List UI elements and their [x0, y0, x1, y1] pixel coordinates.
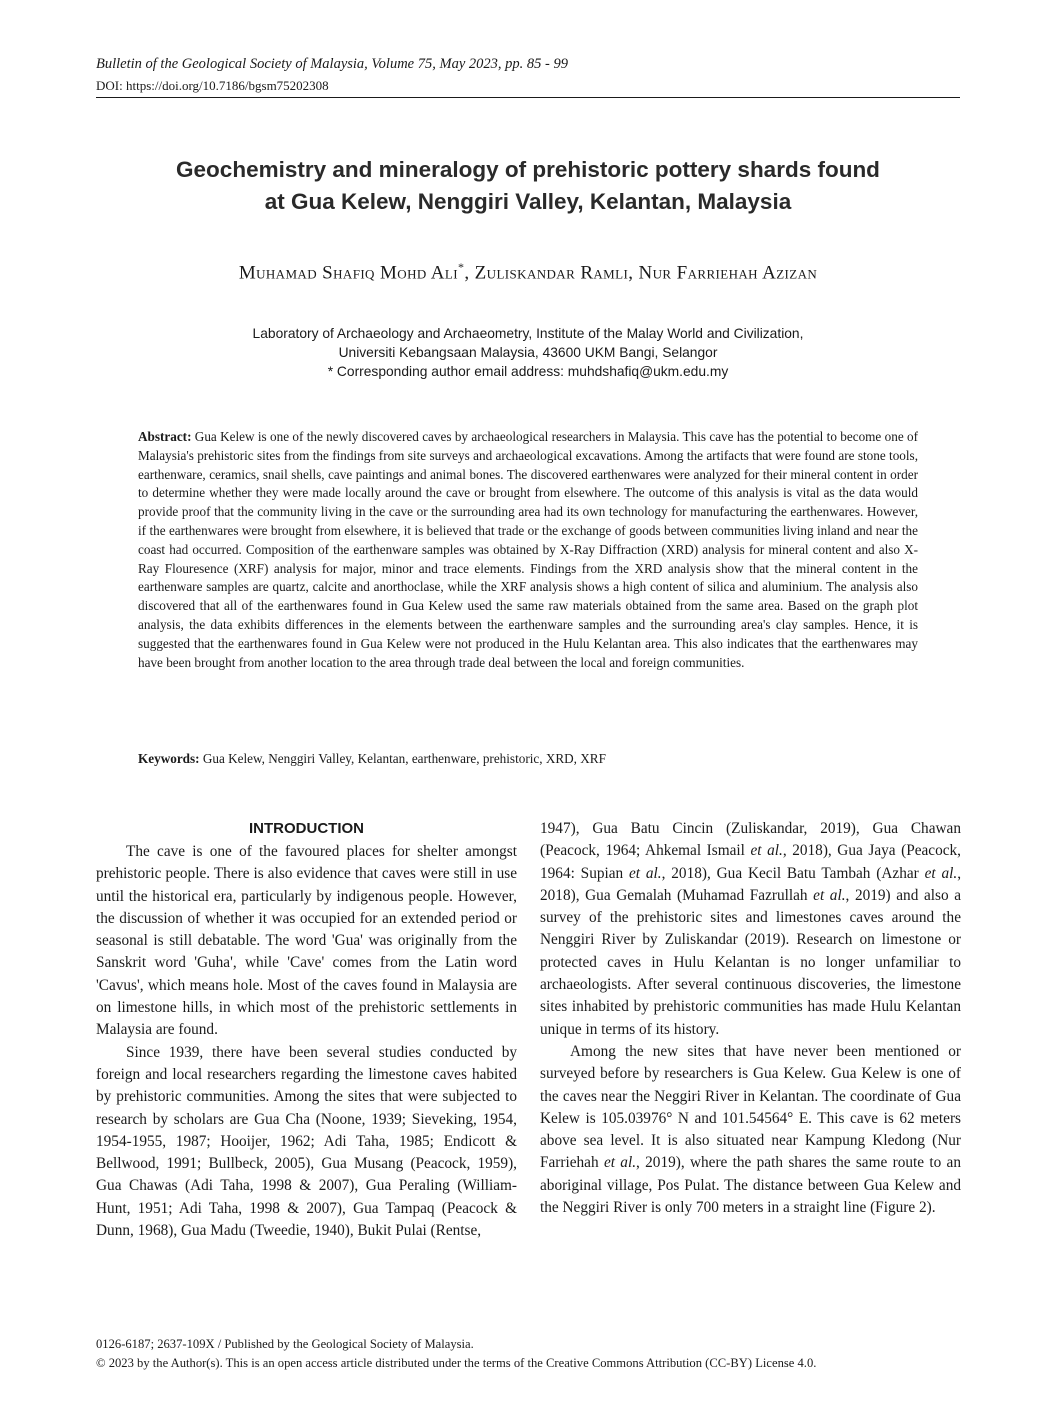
corresponding-email: * Corresponding author email address: muhdshafiq@ukm.edu.my — [327, 364, 729, 379]
affiliation-line-2: Universiti Kebangsaan Malaysia, 43600 UKM Bangi, Selangor — [338, 345, 718, 360]
license-line: © 2023 by the Author(s). This is an open access article distributed under the terms of the Creative Commons Attribution (CC-BY) License 4.0. — [96, 1356, 817, 1370]
author-first: Muhamad Shafiq Mohd Ali — [238, 262, 458, 284]
journal-citation: Bulletin of the Geological Society of Malaysia, Volume 75, May 2023, pp. 85 - 99 — [96, 56, 568, 72]
abstract-text: Gua Kelew is one of the newly discovered caves by archaeological researchers in Malaysia. This cave has the potential to become one of Malaysia's prehistoric sites from the findings from site surveys and archaeological excavations. Among the artifacts that were found are stone tools, earthenware, ceramics, snail shells, cave paintings and animal bones. The discovered earthenwares were analyzed for their mineral content in order to determine whether they were made locally around the cave or brought from elsewhere. The outcome of this analysis is vital as the data would provide proof that the community living in the cave or the surrounding area had its own technology for manufacturing the earthenwares. However, if the earthenwares were brought from elsewhere, it is believed that trade or the exchange of goods between communities living inland and near the coast had occurred. Composition of the earthenware samples was obtained by X-Ray Diffraction (XRD) analysis for mineral content and also X-Ray Flouresence (XRF) analysis for major, minor and trace elements. Findings from the XRD analysis show that the mineral content in the earthenware samples are quartz, calcite and anorthoclase, while the XRF analysis shows a high content of silica and aluminium. The analysis also discovered that all of the earthenwares found in Gua Kelew used the same raw materials obtained from the same area. Based on the graph plot analysis, the data exhibits differences in the elements between the earthenware samples and the surrounding area's clay samples. Hence, it is suggested that the earthenwares found in Gua Kelew were not produced in the Hulu Kelantan area. This also indicates that the earthenwares may have been brought from another location to the area through trade deal between the local and foreign communities. — [138, 429, 918, 670]
intro-paragraph-3: Among the new sites that have never been mentioned or surveyed before by researchers is Gua Kelew. Gua Kelew is one of the caves near the Neggiri River in Kelantan. The coordinate of Gua Kelew is 105.03976° N and 101.54564° E. This cave is 62 meters above sea level. It is also situated near Kampung Kledong (Nur Farriehah et al., 2019), where the path shares the same route to an aboriginal village, Pos Pulat. The distance between Gua Kelew and the Neggiri River is only 700 meters in a straight line (Figure 2). — [540, 1042, 961, 1217]
abstract — [138, 428, 918, 672]
author-list — [96, 260, 960, 284]
corresponding-mark: * — [457, 260, 465, 274]
intro-paragraph-1: The cave is one of the favoured places for shelter amongst prehistoric people. There is also evidence that caves were still in use until the historical era, particularly by indigenous people. However, the discussion of whether it was occupied for an extended period or seasonal is still debatable. The word 'Gua' was originally from the Sanskrit word 'Guha', while 'Cave' comes from the Latin word 'Cavus', which means hole. Most of the caves found in Malaysia are on limestone hills, in which most of the prehistoric settlements in Malaysia are found. — [96, 843, 517, 1039]
keywords — [138, 751, 918, 767]
paper-title — [96, 154, 960, 218]
left-column — [96, 818, 517, 1242]
doi-line[interactable]: DOI: https://doi.org/10.7186/bgsm75202308 — [96, 78, 329, 93]
keywords-text: Gua Kelew, Nenggiri Valley, Kelantan, earthenware, prehistoric, XRD, XRF — [199, 751, 606, 766]
section-heading-introduction: INTRODUCTION — [249, 820, 364, 837]
footer — [96, 1335, 816, 1373]
affiliation-line-1: Laboratory of Archaeology and Archaeometry, Institute of the Malay World and Civilization, — [252, 326, 804, 341]
keywords-label: Keywords: — [138, 751, 200, 766]
header-rule — [96, 97, 960, 98]
author-rest: , Zuliskandar Ramli, Nur Farriehah Azizan — [464, 262, 818, 284]
affiliation — [96, 324, 960, 381]
title-line-1: Geochemistry and mineralogy of prehistoric pottery shards found — [176, 157, 880, 182]
title-line-2: at Gua Kelew, Nenggiri Valley, Kelantan, Malaysia — [264, 189, 792, 214]
intro-paragraph-2-continued: 1947), Gua Batu Cincin (Zuliskandar, 2019), Gua Chawan (Peacock, 1964; Ahkemal Ismail et al., 2018), Gua Jaya (Peacock, 1964: Supian et al., 2018), Gua Kecil Batu Tambah (Azhar et al., 2018), Gua Gemalah (Muhamad Fazrullah et al., 2019) and also a survey of the prehistoric sites and limestones caves around the Nenggiri River by Zuliskandar (2019). Research on limestone or protected caves in Hulu Kelantan is no longer unfamiliar to archaeologists. After several continuous discoveries, the limestone sites inhabited by prehistoric communities has made Hulu Kelantan unique in terms of its history. — [540, 820, 962, 1038]
issn-line: 0126-6187; 2637-109X / Published by the Geological Society of Malaysia. — [96, 1337, 474, 1351]
intro-paragraph-2: Since 1939, there have been several studies conducted by foreign and local researchers regarding the limestone caves habited by prehistoric communities. Among the sites that were subjected to research by scholars are Gua Cha (Noone, 1939; Sieveking, 1954, 1954-1955, 1987; Hooijer, 1962; Adi Taha, 1985; Endicott & Bellwood, 1991; Bullbeck, 2005), Gua Musang (Peacock, 1959), Gua Chawas (Adi Taha, 1998 & 2007), Gua Peraling (William-Hunt, 1951; Adi Taha, 1998 & 2007), Gua Tampaq (Peacock & Dunn, 1968), Gua Madu (Tweedie, 1940), Bukit Pulai (Rentse, — [96, 1043, 517, 1240]
abstract-label: Abstract: — [138, 429, 192, 444]
right-column — [540, 818, 961, 1219]
